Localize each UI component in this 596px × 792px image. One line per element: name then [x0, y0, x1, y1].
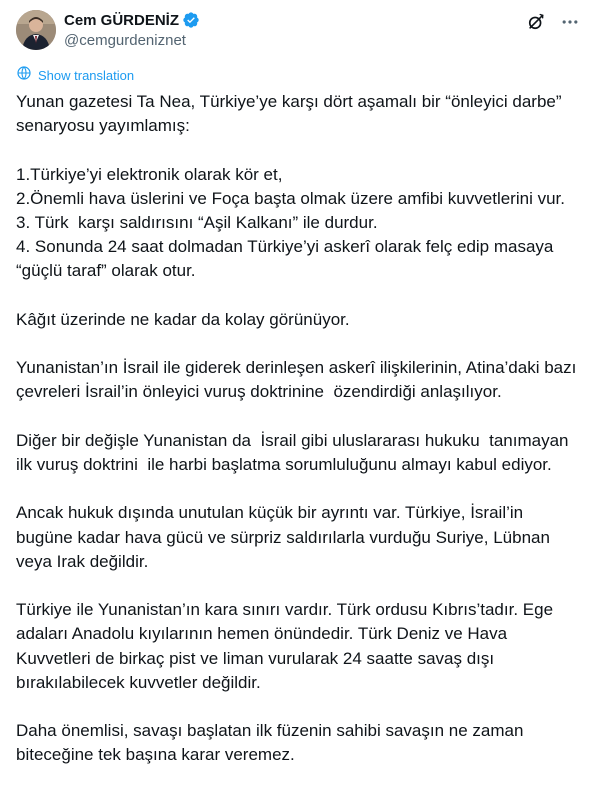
- show-translation-row[interactable]: [16, 66, 134, 84]
- tweet-paragraph: Diğer bir değişle Yunanistan da İsrail gibi uluslararası hukuku tanımayan ilk vuruş doktrini ile harbi başlatma sorumluluğunu almayı kabul ediyor.: [16, 430, 574, 474]
- header-actions: [526, 12, 580, 32]
- avatar-image: [16, 10, 56, 50]
- tweet-text: [16, 90, 582, 792]
- tweet-paragraph: Türkiye ile Yunanistan’ın kara sınırı vardır. Türk ordusu Kıbrıs’tadır. Ege adaları Anadolu kıyılarının hemen önündedir. Türk Deniz ve Hava Kuvvetleri de birkaç pist ve liman vurularak 24 saatte savaş dışı bırakılabilecek kuvvetler değildir.: [16, 600, 558, 692]
- verified-badge-icon[interactable]: [182, 11, 200, 29]
- tweet-paragraph: Ancak hukuk dışında unutulan küçük bir ayrıntı var. Türkiye, İsrail’in bugüne kadar hava gücü ve sürpriz saldırılarla vurduğu Suriye, Lübnan veya Irak değildir.: [16, 503, 555, 571]
- tweet-paragraph: Kâğıt üzerinde ne kadar da kolay görünüyor.: [16, 309, 350, 329]
- tweet-paragraph: Yunan gazetesi Ta Nea, Türkiye’ye karşı dört aşamalı bir “önleyici darbe” senaryosu yayımlamış:: [16, 92, 567, 136]
- tweet-header: [16, 8, 580, 56]
- tweet-paragraph: Daha önemlisi, savaşı başlatan ilk füzenin sahibi savaşın ne zaman biteceğine tek başına karar veremez.: [16, 721, 529, 765]
- author-handle[interactable]: @cemgurdeniznet: [64, 32, 186, 49]
- translate-globe-icon: [16, 65, 32, 86]
- more-dots-icon[interactable]: [560, 12, 580, 32]
- show-translation-link[interactable]: Show translation: [38, 67, 135, 83]
- slash-circle-icon[interactable]: [526, 12, 546, 32]
- tweet-paragraph: 1.Türkiye’yi elektronik olarak kör et, 2.Önemli hava üslerini ve Foça başta olmak üzere amfibi kuvvetlerini vur. 3. Türk karşı saldırısını “Aşil Kalkanı” ile durdur. 4. Sonunda 24 saat dolmadan Türkiye’yi askerî olarak felç edip masaya “güçlü taraf” olarak otur.: [16, 164, 565, 281]
- author-name-row: [64, 10, 200, 30]
- tweet-paragraph: Yunanistan’ın İsrail ile giderek derinleşen askerî ilişkilerinin, Atina’daki bazı çevreleri İsrail’in önleyici vuruş doktrinine özendirdiği anlaşılıyor.: [16, 358, 582, 402]
- author-info: [64, 10, 200, 49]
- author-name[interactable]: Cem GÜRDENİZ: [64, 11, 180, 29]
- avatar[interactable]: [16, 10, 56, 50]
